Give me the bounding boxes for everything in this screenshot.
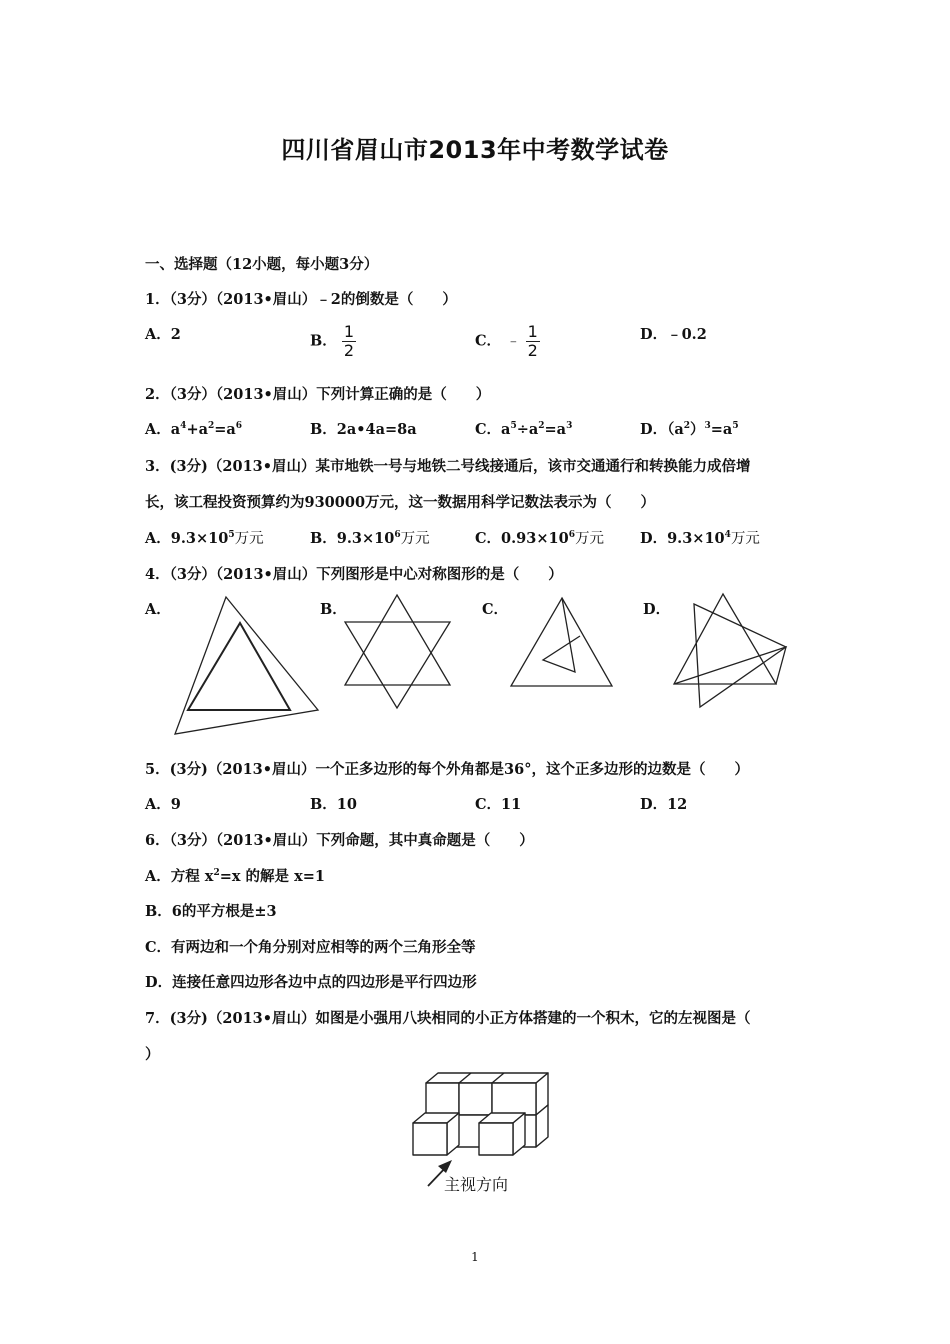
fraction-numerator: 1	[527, 322, 538, 341]
q4-option-b-label: B．	[320, 601, 347, 618]
unit-label: 万元	[574, 531, 604, 547]
page-title: 四川省眉山市2013年中考数学试卷	[281, 136, 669, 164]
q2-option-d-label: D．	[640, 421, 668, 438]
q6-option-d: D．连接任意四边形各边中点的四边形是平行四边形	[145, 974, 477, 991]
q5-option-d: D．12	[640, 796, 688, 813]
q3-option-a-label: A．	[145, 530, 171, 547]
fraction-denominator: 2	[343, 341, 355, 360]
q1-option-c-label: C．	[475, 332, 502, 350]
cube-top-1	[426, 1083, 459, 1115]
minus-sign: ﹣	[506, 333, 521, 350]
question-3-stem-line1: 3．(3分)（2013•眉山）某市地铁一号与地铁二号线接通后，该市交通通行和转换能力成倍增	[145, 458, 751, 475]
q2-option-c: C．$a^5\div a^2=a^3$	[475, 421, 573, 438]
top-faces	[426, 1073, 548, 1083]
q4-option-d-label: D．	[643, 601, 671, 618]
question-3-stem-line2: 长，该工程投资预算约为930000万元，这一数据用科学记数法表示为（ ）	[145, 494, 656, 511]
q3-option-b: B．$9.3\times 10^6$万元	[310, 530, 430, 547]
figure-caption: 主视方向	[444, 1175, 509, 1194]
q6-option-a-rest: =x 的解是 x=1	[219, 868, 325, 885]
q1-option-d: D．﹣0.2	[640, 326, 707, 343]
question-6-stem: 6．（3分）（2013•眉山）下列命题，其中真命题是（ ）	[145, 832, 534, 849]
cube-top-2	[459, 1083, 492, 1115]
question-4-stem: 4．（3分）（2013•眉山）下列图形是中心对称图形的是（ ）	[145, 566, 563, 583]
q3-option-d: D．$9.3\times 10^4$万元	[640, 530, 760, 547]
question-1-stem: 1．（3分）（2013•眉山）﹣2的倒数是（ ）	[145, 291, 457, 308]
q2-option-d: D．$(a^2)^3=a^5$	[640, 421, 739, 438]
q1-option-a: A．2	[145, 326, 181, 343]
q2-option-b: B．2a•4a=8a	[310, 421, 417, 438]
q2-option-a: A．$a^4+a^2=a^6$	[145, 421, 243, 438]
fraction-denominator: 2	[527, 341, 538, 360]
q3-option-d-label: D．	[640, 530, 668, 547]
q1-option-b-label: B．	[310, 332, 337, 350]
question-5-stem: 5．(3分)（2013•眉山）一个正多边形的每个外角都是36°，这个正多边形的边数是（ ）	[145, 761, 749, 778]
q3-option-a: A．$9.3\times 10^5$万元	[145, 530, 264, 547]
question-7-stem-line1: 7．(3分)（2013•眉山）如图是小强用八块相同的小正方体搭建的一个积木，它的左视图是（	[145, 1010, 751, 1027]
q2-option-a-label: A．	[145, 421, 171, 438]
q6-option-c: C．有两边和一个角分别对应相等的两个三角形全等	[145, 939, 476, 956]
unit-label: 万元	[730, 531, 760, 547]
cube-top-3	[492, 1083, 536, 1115]
section-heading: 一、选择题（12小题，每小题3分）	[145, 256, 379, 273]
q5-option-a: A．9	[145, 796, 181, 813]
front-right-cube	[479, 1123, 513, 1155]
q5-option-c: C．11	[475, 796, 522, 813]
fraction-numerator: 1	[343, 322, 355, 341]
q3-option-c-label: C．	[475, 530, 502, 547]
q5-option-b: B．10	[310, 796, 357, 813]
question-2-stem: 2．（3分）（2013•眉山）下列计算正确的是（ ）	[145, 386, 491, 403]
unit-label: 万元	[234, 531, 264, 547]
question-7-stem-line2: ）	[145, 1046, 160, 1063]
q6-option-a-label: A．方程 x	[145, 868, 214, 885]
q6-option-a: A．方程 $x^2=x$ 的解是 x=1	[145, 868, 325, 885]
q4-option-c-label: C．	[482, 601, 509, 618]
q6-option-b: B．6的平方根是±3	[145, 903, 277, 920]
q3-option-b-label: B．	[310, 530, 337, 547]
q3-option-c: C．$0.93\times 10^6$万元	[475, 530, 604, 547]
q2-option-c-label: C．	[475, 421, 502, 438]
unit-label: 万元	[400, 531, 430, 547]
q4-option-a-label: A．	[145, 601, 171, 618]
front-left-cube	[413, 1123, 447, 1155]
page-number: 1	[471, 1250, 479, 1264]
